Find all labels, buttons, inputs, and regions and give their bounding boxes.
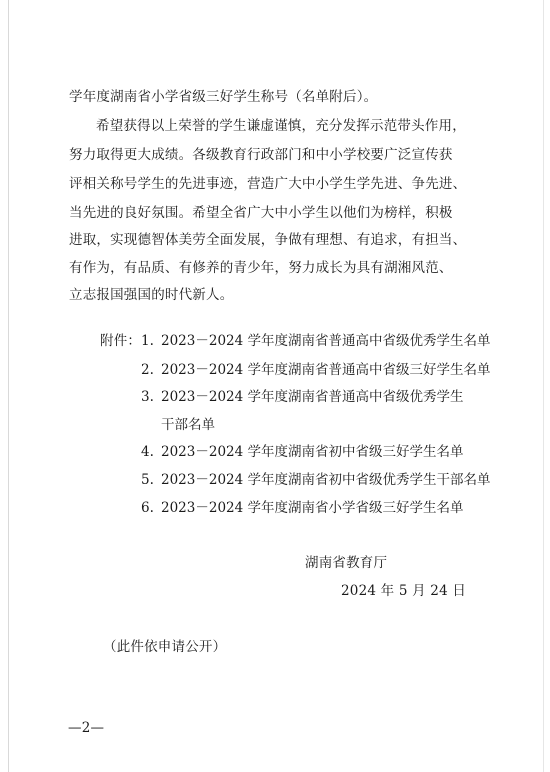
attachment-number: 4.	[141, 444, 154, 460]
attachment-item-continuation: 干部名单	[161, 417, 215, 433]
page-right-edge	[543, 0, 544, 772]
body-line: 努力取得更大成绩。各级教育行政部门和中小学校要广泛宣传获	[69, 147, 453, 163]
attachment-item: 2023－2024 学年度湖南省普通高中省级三好学生名单	[161, 362, 491, 378]
attachment-item: 2023－2024 学年度湖南省小学省级三好学生名单	[161, 500, 464, 516]
attachment-number: 1.	[141, 333, 154, 349]
page-number: —2—	[68, 720, 105, 736]
body-line: 进取，实现德智体美劳全面发展，争做有理想、有追求，有担当、	[69, 232, 467, 248]
body-line: 学年度湖南省小学省级三好学生称号（名单附后）。	[69, 89, 378, 105]
attachment-number: 6.	[141, 500, 154, 516]
page-left-edge	[8, 0, 9, 772]
issue-date: 2024 年 5 月 24 日	[341, 583, 467, 599]
attachments-label: 附件：	[100, 333, 142, 349]
attachment-number: 5.	[141, 472, 154, 488]
attachment-item: 2023－2024 学年度湖南省初中省级优秀学生干部名单	[161, 472, 491, 488]
body-line: 有作为，有品质、有修养的青少年，努力成长为具有湖湘风范、	[69, 260, 453, 276]
attachment-item: 2023－2024 学年度湖南省普通高中省级优秀学生名单	[161, 333, 491, 349]
attachment-number: 3.	[141, 389, 154, 405]
body-line: 评相关称号学生的先进事迹，营造广大中小学生学先进、争先进、	[69, 176, 467, 192]
body-line: 当先进的良好氛围。希望全省广大中小学生以他们为榜样，积极	[69, 205, 453, 221]
issuing-organization: 湖南省教育厅	[305, 555, 388, 571]
attachment-number: 2.	[141, 362, 154, 378]
body-line: 希望获得以上荣誉的学生谦虚谨慎，充分发挥示范带头作用，	[96, 118, 466, 134]
disclosure-note: （此件依申请公开）	[103, 639, 227, 655]
attachment-item: 2023－2024 学年度湖南省初中省级三好学生名单	[161, 444, 464, 460]
body-line: 立志报国强国的时代新人。	[69, 287, 234, 303]
attachment-item: 2023－2024 学年度湖南省普通高中省级优秀学生	[161, 389, 464, 405]
